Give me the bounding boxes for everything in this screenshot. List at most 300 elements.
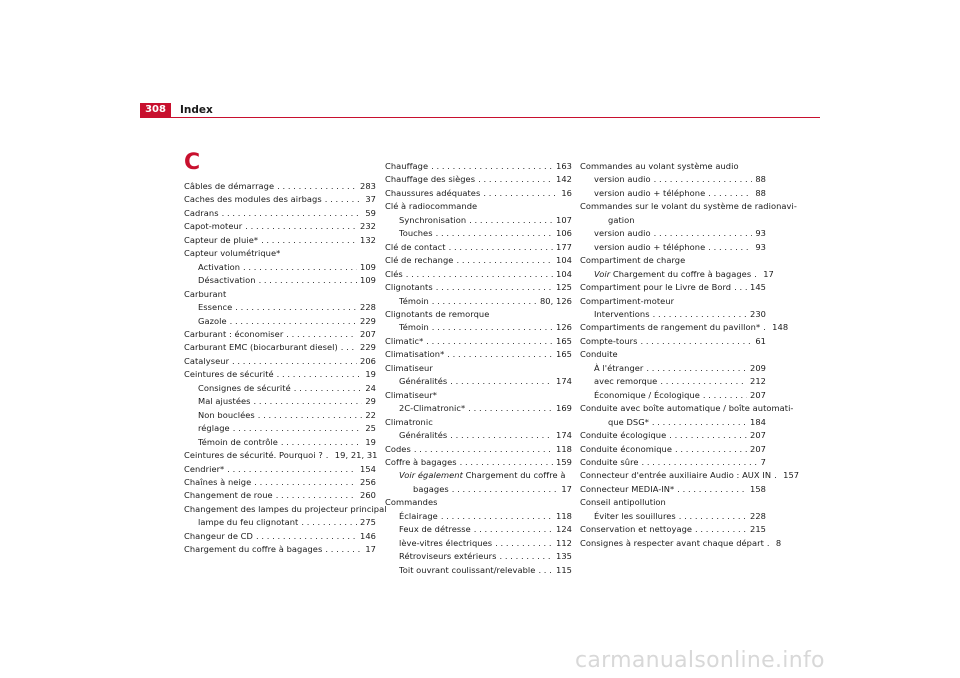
entry-text: Carburant EMC (biocarburant diesel) [184, 342, 338, 353]
page-number: 308 [140, 103, 171, 117]
entry-term [580, 497, 666, 507]
entry-term [184, 248, 280, 258]
entry-term [580, 255, 685, 265]
index-subentry [184, 382, 376, 395]
entry-page: 7 [760, 456, 766, 467]
entry-page: 207 [750, 430, 766, 441]
index-entry [184, 234, 376, 247]
entry-page: 107 [556, 214, 572, 225]
index-entry [184, 543, 376, 556]
index-entry [580, 483, 766, 496]
entry-page: 228 [360, 302, 376, 313]
entry-text: Compartiment de charge [580, 255, 686, 266]
entry-text: Généralités [399, 376, 448, 387]
entry-term [399, 470, 565, 480]
entry-term [198, 422, 230, 435]
index-subentry [385, 214, 572, 227]
index-subentry [385, 321, 572, 334]
entry-term [399, 523, 471, 536]
entry-text: Capot-moteur [184, 221, 243, 232]
entry-page: 229 [360, 315, 376, 326]
watermark: carmanualsonline.info [575, 648, 825, 673]
entry-text: Capteur volumétrique* [184, 248, 281, 259]
leader-dots [222, 207, 363, 220]
entry-text: Témoin [399, 322, 429, 333]
leader-dots [708, 187, 752, 200]
entry-page: 37 [365, 194, 376, 205]
entry-term [184, 463, 224, 476]
leader-dots [754, 268, 760, 281]
leader-dots [474, 523, 553, 536]
leader-dots [654, 173, 753, 186]
entry-term [580, 537, 764, 550]
entry-term [399, 402, 465, 415]
entry-text: version audio [594, 228, 651, 239]
entry-page: 109 [360, 275, 376, 286]
entry-text: Commandes au volant système audio [580, 161, 739, 171]
entry-term [594, 308, 650, 321]
entry-term [594, 510, 676, 523]
leader-dots [277, 180, 357, 193]
entry-text: Clignotants de remorque [385, 308, 490, 319]
entry-term [580, 443, 672, 456]
entry-text: Ceintures de sécurité [184, 369, 274, 380]
entry-page: 154 [360, 463, 376, 474]
leader-dots [669, 429, 747, 442]
entry-term [594, 268, 751, 281]
entry-term [385, 160, 428, 173]
entry-page: 124 [556, 524, 572, 535]
entry-text: Non bouclées [198, 409, 255, 420]
entry-text: réglage [198, 423, 230, 434]
entry-page: 209 [750, 362, 766, 373]
entry-term [608, 215, 635, 225]
entry-term [198, 274, 256, 287]
entry-text: Clignotants [385, 282, 433, 293]
entry-text: bagages [413, 483, 449, 494]
entry-page: 229 [360, 342, 376, 353]
index-subentry [385, 429, 572, 442]
entry-page: 228 [750, 510, 766, 521]
leader-dots [646, 362, 747, 375]
index-subentry [385, 510, 572, 523]
entry-page: 146 [360, 530, 376, 541]
index-entry [184, 328, 376, 341]
entry-page: 215 [750, 524, 766, 535]
entry-term [385, 187, 480, 200]
entry-page: 29 [365, 396, 376, 407]
entry-text: Chauffage [385, 161, 429, 171]
index-entry [385, 362, 572, 375]
entry-text: 2C-Climatronic* [399, 403, 466, 414]
index-entry [385, 173, 572, 186]
entry-text: Climatronic [385, 416, 433, 427]
index-entry [580, 214, 766, 227]
entry-page: 132 [360, 234, 376, 245]
index-entry [580, 348, 766, 361]
index-entry [184, 207, 376, 220]
entry-page: 145 [750, 282, 766, 293]
index-entry [184, 220, 376, 233]
entry-text: Témoin de contrôle [198, 436, 278, 447]
entry-term [399, 429, 447, 442]
entry-term [184, 207, 219, 220]
entry-text: Climatic* [385, 335, 424, 346]
entry-page: 174 [556, 376, 572, 387]
entry-page: 118 [556, 443, 572, 454]
leader-dots [767, 537, 773, 550]
entry-text: Conduite sûre [580, 456, 639, 467]
entry-page: 19 [365, 369, 376, 380]
leader-dots [703, 389, 747, 402]
entry-text: Câbles de démarrage [184, 181, 275, 191]
entry-term [184, 489, 273, 502]
entry-text: Chargement du coffre à [465, 470, 566, 481]
index-entry [385, 483, 572, 496]
entry-page: 159 [556, 456, 572, 467]
index-subentry [580, 187, 766, 200]
index-entry [385, 416, 572, 429]
entry-page: 25 [365, 423, 376, 434]
entry-text: Clés [385, 268, 403, 279]
index-subentry [385, 537, 572, 550]
entry-page: 230 [750, 308, 766, 319]
entry-page: 80, 126 [539, 295, 572, 306]
entry-term [184, 341, 338, 354]
leader-dots [468, 402, 553, 415]
entry-text: Clé à radiocommande [385, 201, 478, 212]
entry-page: 184 [750, 416, 766, 427]
entry-text: Touches [399, 228, 433, 239]
entry-term [184, 476, 251, 489]
entry-term [594, 375, 657, 388]
index-subentry [580, 375, 766, 388]
entry-text: version audio + téléphone [594, 187, 706, 198]
leader-dots [450, 429, 553, 442]
index-entry [385, 348, 572, 361]
entry-page: 17 [365, 544, 376, 555]
entry-term [594, 389, 700, 402]
leader-dots [325, 193, 363, 206]
entry-term [594, 362, 643, 375]
entry-page: 275 [360, 517, 376, 528]
index-entry [580, 402, 794, 415]
entry-term [385, 497, 438, 507]
entry-page: 207 [750, 389, 766, 400]
leader-dots [259, 274, 357, 287]
entry-page: 135 [556, 551, 572, 562]
entry-page: 158 [750, 483, 766, 494]
entry-term [608, 416, 649, 429]
leader-dots [460, 456, 553, 469]
entry-text: gation [608, 214, 635, 225]
entry-text: Chauffage des sièges [385, 174, 476, 185]
entry-term [580, 335, 638, 348]
entry-term [184, 220, 242, 233]
entry-text: Capteur de pluie* [184, 234, 259, 245]
entry-page: 88 [755, 187, 766, 198]
entry-text: À l'étranger [594, 362, 644, 373]
index-entry [184, 489, 376, 502]
entry-page: 112 [556, 537, 572, 548]
index-subentry [385, 227, 572, 240]
index-entry [580, 429, 766, 442]
entry-term [184, 504, 387, 514]
index-entry [580, 200, 797, 213]
index-subentry [385, 375, 572, 388]
entry-page: 174 [556, 430, 572, 441]
index-subentry [580, 241, 766, 254]
leader-dots [325, 543, 362, 556]
entry-text: Rétroviseurs extérieurs [399, 551, 497, 562]
entry-text: Catalyseur [184, 355, 230, 366]
leader-dots [675, 443, 747, 456]
entry-text: Clé de rechange [385, 255, 454, 266]
leader-dots [261, 234, 357, 247]
entry-page: 61 [755, 335, 766, 346]
entry-term [385, 443, 411, 456]
entry-page: 163 [556, 161, 572, 171]
entry-term [399, 321, 429, 334]
index-entry [580, 416, 766, 429]
index-subentry [184, 274, 376, 287]
leader-dots [450, 375, 553, 388]
leader-dots [763, 321, 769, 334]
index-entry [385, 254, 572, 267]
leader-dots [256, 530, 357, 543]
index-entry [580, 537, 782, 550]
index-subentry [184, 395, 376, 408]
entry-term [580, 469, 771, 482]
entry-term [184, 355, 229, 368]
entry-page: 232 [360, 221, 376, 232]
index-subentry [184, 422, 376, 435]
index-subentry [385, 564, 572, 577]
leader-dots [286, 328, 357, 341]
leader-dots [258, 409, 363, 422]
leader-dots [436, 227, 553, 240]
entry-term [385, 335, 423, 348]
entry-term [198, 261, 240, 274]
entry-term [184, 180, 274, 193]
entry-text: Éviter les souillures [594, 510, 676, 521]
entry-term [580, 523, 692, 536]
entry-term [385, 417, 433, 427]
see-also-label: Voir également [399, 470, 463, 481]
entry-term [399, 537, 492, 550]
entry-term [594, 241, 705, 254]
entry-text: avec remorque [594, 376, 658, 387]
index-entry [184, 530, 376, 543]
index-entry [385, 281, 572, 294]
entry-term [184, 449, 323, 462]
entry-page: 104 [556, 268, 572, 279]
entry-page: 260 [360, 490, 376, 501]
entry-term [385, 390, 437, 400]
leader-dots [406, 268, 553, 281]
entry-text: Conduite [580, 349, 618, 360]
entry-term [385, 281, 433, 294]
entry-term [385, 309, 489, 319]
entry-text: Consignes de sécurité [198, 382, 291, 393]
index-entry [184, 449, 376, 462]
leader-dots [432, 321, 553, 334]
entry-page: 19, 21, 31 [334, 450, 378, 461]
index-entry [580, 160, 766, 173]
entry-text: Carburant : économiser [184, 328, 284, 339]
entry-term [594, 173, 651, 186]
entry-page: 169 [556, 403, 572, 414]
entry-term [385, 201, 477, 211]
leader-dots [452, 483, 559, 496]
index-subentry [580, 362, 766, 375]
leader-dots [230, 315, 357, 328]
entry-text: Cendrier* [184, 463, 225, 474]
index-entry [184, 193, 376, 206]
leader-dots [431, 160, 553, 173]
entry-text: Compartiment-moteur [580, 295, 675, 306]
entry-term [580, 456, 639, 469]
entry-text: Climatiseur* [385, 389, 437, 400]
index-subentry [580, 268, 774, 281]
entry-text: Chaînes à neige [184, 476, 252, 487]
entry-text: Cadrans [184, 207, 219, 218]
index-entry [580, 295, 766, 308]
index-entry [385, 335, 572, 348]
entry-text: Chargement du coffre à bagages [612, 268, 752, 279]
entry-term [184, 234, 258, 247]
entry-text: Climatisation* [385, 349, 445, 360]
index-entry [184, 180, 376, 193]
leader-dots [432, 295, 537, 308]
entry-text: Témoin [399, 295, 429, 306]
entry-term [399, 564, 535, 577]
index-subentry [385, 295, 572, 308]
leader-dots [478, 173, 553, 186]
index-entry [385, 241, 572, 254]
leader-dots [774, 469, 780, 482]
see-also-label: Voir [594, 268, 611, 279]
entry-text: Ceintures de sécurité. Pourquoi ? [184, 450, 323, 461]
entry-page: 212 [750, 376, 766, 387]
entry-page: 16 [561, 187, 572, 198]
entry-text: Conduite écologique [580, 430, 667, 441]
entry-text: Commandes [385, 497, 438, 508]
index-subentry [580, 227, 766, 240]
entry-term [198, 301, 232, 314]
entry-term [184, 289, 226, 299]
entry-term [198, 409, 255, 422]
index-subentry [385, 469, 572, 482]
entry-term [399, 375, 447, 388]
entry-term [184, 193, 322, 206]
entry-term [580, 429, 666, 442]
index-entry [184, 463, 376, 476]
index-column-2 [385, 160, 572, 577]
entry-page: 104 [556, 255, 572, 266]
index-subentry [184, 409, 376, 422]
entry-term [399, 227, 433, 240]
entry-text: Chargement du coffre à bagages [184, 544, 323, 555]
entry-text: Économique / Écologique [594, 389, 700, 400]
leader-dots [677, 483, 747, 496]
entry-text: Conduite avec boîte automatique / boîte automati- [580, 403, 794, 414]
leader-dots [277, 368, 363, 381]
index-entry [184, 355, 376, 368]
entry-page: 115 [556, 564, 572, 575]
leader-dots [483, 187, 558, 200]
entry-term [580, 349, 618, 359]
entry-text: Conservation et nettoyage [580, 524, 693, 535]
index-subentry [184, 436, 376, 449]
leader-dots [254, 395, 363, 408]
entry-term [184, 368, 274, 381]
entry-text: version audio [594, 174, 651, 185]
entry-text: Activation [198, 261, 241, 272]
entry-text: Désactivation [198, 275, 256, 286]
entry-term [198, 382, 291, 395]
entry-page: 17 [561, 483, 572, 494]
index-entry [385, 443, 572, 456]
index-entry [385, 389, 572, 402]
entry-term [385, 254, 453, 267]
entry-term [184, 543, 322, 556]
leader-dots [232, 355, 357, 368]
entry-text: Toit ouvrant coulissant/relevable [399, 564, 536, 575]
leader-dots [695, 523, 747, 536]
leader-dots [679, 510, 747, 523]
entry-page: 125 [556, 282, 572, 293]
index-subentry [385, 402, 572, 415]
index-entry [580, 523, 766, 536]
index-entry [184, 476, 376, 489]
leader-dots [642, 456, 758, 469]
entry-text: Clé de contact [385, 241, 446, 252]
entry-page: 165 [556, 349, 572, 360]
leader-dots [653, 308, 747, 321]
leader-dots [456, 254, 553, 267]
index-entry [184, 247, 376, 260]
entry-page: 88 [755, 174, 766, 185]
index-subentry [580, 173, 766, 186]
entry-page: 106 [556, 228, 572, 239]
entry-page: 24 [365, 382, 376, 393]
leader-dots [660, 375, 747, 388]
entry-page: 59 [365, 207, 376, 218]
entry-term [580, 296, 674, 306]
leader-dots [641, 335, 753, 348]
index-entry [184, 503, 387, 516]
entry-term [399, 510, 438, 523]
leader-dots [254, 476, 357, 489]
entry-text: Feux de détresse [399, 524, 471, 535]
entry-text: Chaussures adéquates [385, 187, 481, 198]
entry-page: 109 [360, 261, 376, 272]
leader-dots [301, 516, 357, 529]
leader-dots [469, 214, 553, 227]
leader-dots [276, 489, 357, 502]
index-entry [385, 268, 572, 281]
index-entry [580, 321, 789, 334]
index-entry [385, 160, 572, 173]
leader-dots [281, 436, 362, 449]
entry-text: Codes [385, 443, 411, 454]
entry-text: Changement de roue [184, 490, 273, 501]
entry-term [184, 328, 283, 341]
index-entry [580, 443, 766, 456]
entry-page: 207 [360, 328, 376, 339]
entry-text: Essence [198, 302, 233, 313]
